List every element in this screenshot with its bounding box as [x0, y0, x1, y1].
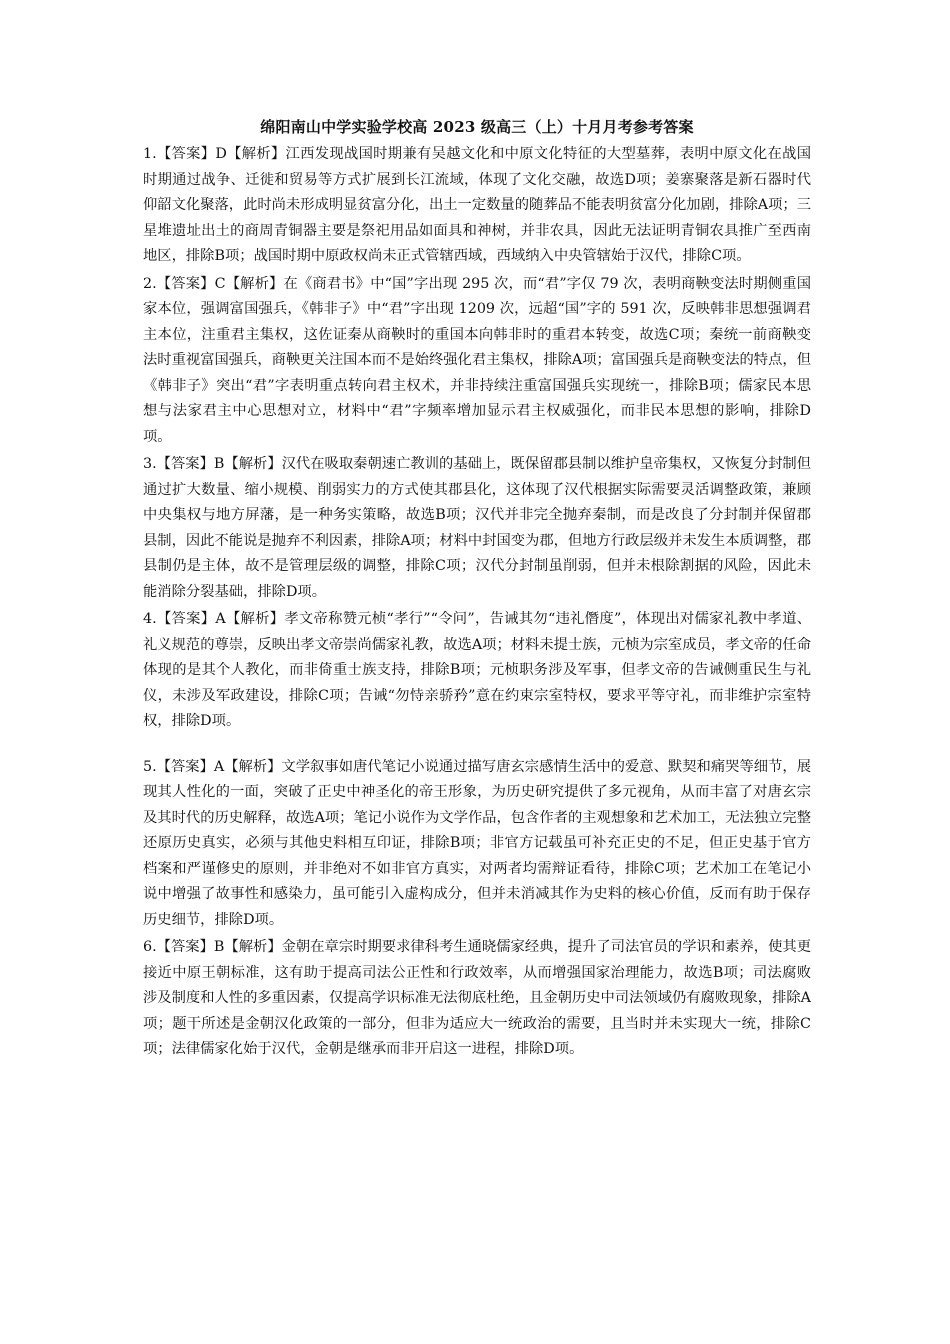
answer-6: 6.【答案】B【解析】金朝在章宗时期要求律科考生通晓儒家经典，提升了司法官员的学识和素养，使其更接近中原王朝标准，这有助于提高司法公正性和行政效率，从而增强国家治理能力，故选B项；司法腐败涉及制度和人性的多重因素，仅提高学识标准无法彻底杜绝，且金朝历史中司法领域仍有腐败现象，排除A项；题干所述是金朝汉化政策的一部分，但非为适应大一统政治的需要，且当时并未实现大一统，排除C项；法律儒家化始于汉代，金朝是继承而非开启这一进程，排除D项。 — [143, 939, 811, 1057]
answer-1: 1.【答案】D【解析】江西发现战国时期兼有吴越文化和中原文化特征的大型墓葬，表明中原文化在战国时期通过战争、迁徙和贸易等方式扩展到长江流域，体现了文化交融，故选D项；姜寨聚落是新石器时代仰韶文化聚落，此时尚未形成明显贫富分化，出土一定数量的随葬品不能表明贫富分化加剧，排除A项；三星堆遗址出土的商周青铜器主要是祭祀用品如面具和神树，并非农具，因此无法证明青铜农具推广至西南地区，排除B项；战国时期中原政权尚未正式管辖西域，西域纳入中央管辖始于汉代，排除C项。 — [143, 146, 811, 264]
answer-5: 5.【答案】A【解析】文学叙事如唐代笔记小说通过描写唐玄宗感情生活中的爱意、默契和痛哭等细节，展现其人性化的一面，突破了正史中神圣化的帝王形象，为历史研究提供了多元视角，从而丰富了对唐玄宗及其时代的历史解释，故选A项；笔记小说作为文学作品，包含作者的主观想象和艺术加工，无法独立完整还原历史真实，必须与其他史料相互印证，排除B项；非官方记载虽可补充正史的不足，但正史基于官方档案和严谨修史的原则，并非绝对不如非官方真实，对两者均需辩证看待，排除C项；艺术加工在笔记小说中增强了故事性和感染力，虽可能引入虚构成分，但并未消减其作为史料的核心价值，反而有助于保存历史细节，排除D项。 — [143, 758, 811, 928]
answer-3: 3.【答案】B【解析】汉代在吸取秦朝速亡教训的基础上，既保留郡县制以维护皇帝集权，又恢复分封制但通过扩大数量、缩小规模、削弱实力的方式使其郡县化，这体现了汉代根据实际需要灵活调整政策，兼顾中央集权与地方屏藩，是一种务实策略，故选B项；汉代并非完全抛弃秦制，而是改良了分封制并保留郡县制，因此不能说是抛弃不利因素，排除A项；材料中封国变为郡，但地方行政层级并未发生本质调整，郡县制仍是主体，故不是管理层级的调整，排除C项；汉代分封制虽削弱，但并未根除割据的风险，因此未能消除分裂基础，排除D项。 — [143, 456, 811, 600]
document-title: 绵阳南山中学实验学校高 2023 级高三（上）十月月考参考答案 — [260, 118, 694, 136]
answer-key-page — [143, 116, 811, 1065]
answer-2: 2.【答案】C【解析】在《商君书》中“国”字出现 295 次，而“君”字仅 79 次，表明商鞅变法时期侧重国家本位，强调富国强兵，《韩非子》中“君”字出现 1209 次，远超“国”字的 591 次，反映韩非思想强调君主本位，注重君主集权，这佐证秦从商鞅时的重国本向韩非时的重君本转变，故选C项；秦统一前商鞅变法时重视富国强兵，商鞅更关注国本而不是始终强化君主集权，排除A项；富国强兵是商鞅变法的特点，但《韩非子》突出“君”字表明重点转向君主权术，并非持续注重富国强兵实现统一，排除B项；儒家民本思想与法家君主中心思想对立，材料中“君”字频率增加显示君主权威强化，而非民本思想的影响，排除D项。 — [143, 275, 811, 445]
answer-4: 4.【答案】A【解析】孝文帝称赞元桢“孝行”“令问”，告诫其勿“违礼僭度”，体现出对儒家礼教中孝道、礼义规范的尊崇，反映出孝文帝崇尚儒家礼教，故选A项；材料未提士族，元桢为宗室成员，孝文帝的任命体现的是其个人教化，而非倚重士族支持，排除B项；元桢职务涉及军事，但孝文帝的告诫侧重民生与礼仪，未涉及军政建设，排除C项；告诫“勿恃亲骄矜”意在约束宗室特权，要求平等守礼，而非维护宗室特权，排除D项。 — [143, 611, 811, 729]
